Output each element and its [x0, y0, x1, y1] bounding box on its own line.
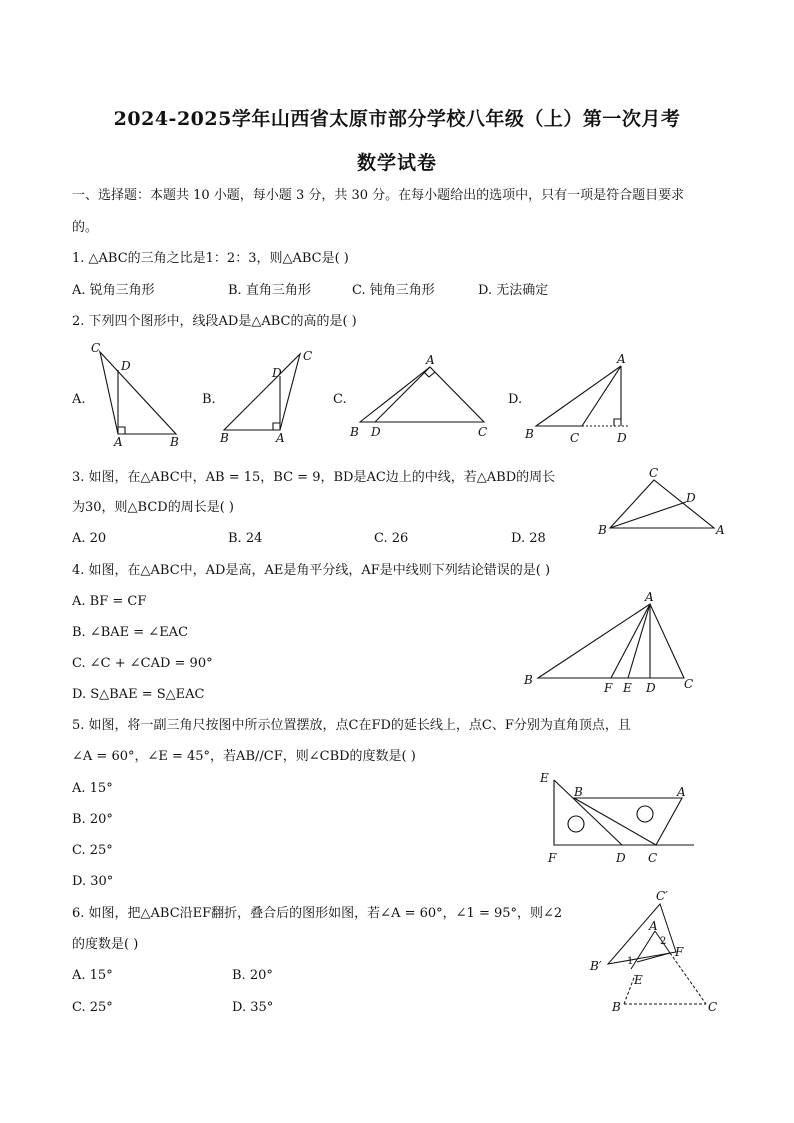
label-c: C	[684, 677, 694, 691]
label-b: B	[598, 523, 607, 537]
q3-option-a: A. 20	[72, 531, 107, 546]
q6-stem-line1: 6. 如图，把△ABC沿EF翻折，叠合后的图形如图，若∠A = 60°，∠1 = 95°，则∠2	[72, 906, 563, 921]
label-d: D	[121, 359, 131, 373]
q2-figure-c	[346, 350, 496, 445]
label-c: C	[478, 425, 488, 439]
q3-option-d: D. 28	[511, 531, 546, 546]
q4-figure	[520, 590, 710, 700]
q6-figure	[584, 884, 724, 1019]
q4-option-b: B. ∠BAE = ∠EAC	[72, 625, 189, 640]
label-c: C	[648, 851, 658, 865]
q4-stem: 4. 如图，在△ABC中，AD是高，AE是角平分线，AF是中线则下列结论错误的是( )	[72, 563, 551, 578]
q2-figure-b	[216, 340, 326, 450]
label-b: B	[525, 427, 534, 441]
label-a: A	[677, 785, 686, 799]
label-e: E	[540, 771, 549, 785]
label-c: C	[91, 341, 101, 355]
label-angle-1: 1	[627, 956, 634, 967]
label-a: A	[426, 353, 435, 367]
q5-stem-line1: 5. 如图，将一副三角尺按图中所示位置摆放，点C在FD的延长线上，点C、F分别为直角顶点，且	[72, 718, 631, 733]
exam-subtitle: 数学试卷	[356, 152, 437, 174]
label-b: B	[574, 785, 583, 799]
label-angle-2: 2	[660, 936, 667, 947]
q3-stem-line1: 3. 如图，在△ABC中，AB = 15，BC = 9，BD是AC边上的中线，若△ABD的周长	[72, 470, 556, 485]
exam-title: 2024-2025学年山西省太原市部分学校八年级（上）第一次月考	[113, 108, 681, 130]
q4-option-d: D. S△BAE = S△EAC	[72, 687, 205, 702]
q6-option-b: B. 20°	[232, 968, 273, 983]
section-instructions-line1: 一、选择题：本题共 10 小题，每小题 3 分，共 30 分。在每小题给出的选项中，只有一项是符合题目要求	[72, 188, 685, 203]
label-c: C	[649, 466, 659, 480]
q1-option-c: C. 钝角三角形	[352, 283, 435, 298]
label-a: A	[114, 435, 123, 449]
q5-option-a: A. 15°	[72, 781, 113, 796]
q6-stem-line2: 的度数是( )	[72, 937, 139, 952]
q6-option-c: C. 25°	[72, 1000, 113, 1015]
q4-option-a: A. BF = CF	[72, 594, 147, 609]
q3-figure	[594, 462, 734, 542]
q3-option-b: B. 24	[228, 531, 263, 546]
q5-figure	[536, 768, 701, 868]
label-f: F	[548, 851, 557, 865]
q2-stem: 2. 下列四个图形中，线段AD是△ABC的高的是( )	[72, 314, 357, 329]
label-a: A	[276, 431, 285, 445]
label-a: A	[649, 919, 658, 933]
label-c-prime: C′	[656, 889, 668, 903]
q6-option-d: D. 35°	[232, 1000, 274, 1015]
q2-figure-d	[520, 350, 650, 445]
q5-option-d: D. 30°	[72, 874, 114, 889]
q1-option-a: A. 锐角三角形	[72, 283, 155, 298]
q3-option-c: C. 26	[374, 531, 409, 546]
q2-fig-d-letter: D.	[508, 392, 523, 407]
label-b: B	[350, 425, 359, 439]
label-d: D	[272, 366, 282, 380]
q2-figure-a	[88, 340, 188, 450]
q5-option-b: B. 20°	[72, 812, 113, 827]
label-b-prime: B′	[590, 959, 602, 973]
label-b: B	[170, 435, 179, 449]
q3-stem-line2: 为30，则△BCD的周长是( )	[72, 500, 234, 515]
label-b: B	[220, 431, 229, 445]
q2-fig-b-letter: B.	[202, 392, 216, 407]
label-d: D	[616, 851, 626, 865]
q6-option-a: A. 15°	[72, 968, 113, 983]
q1-option-d: D. 无法确定	[478, 283, 549, 298]
q5-option-c: C. 25°	[72, 843, 113, 858]
label-c: C	[708, 1000, 718, 1014]
q5-stem-line2: ∠A = 60°，∠E = 45°，若AB//CF，则∠CBD的度数是( )	[72, 749, 416, 764]
label-d: D	[686, 491, 696, 505]
q1-option-b: B. 直角三角形	[228, 283, 311, 298]
label-d: D	[646, 681, 656, 695]
section-instructions-line2: 的。	[72, 220, 99, 235]
label-c: C	[570, 431, 580, 445]
label-e: E	[623, 681, 632, 695]
label-a: A	[645, 590, 654, 604]
label-f: F	[604, 681, 613, 695]
label-b: B	[612, 1000, 621, 1014]
label-c: C	[303, 349, 313, 363]
label-b: B	[524, 673, 533, 687]
label-e: E	[634, 973, 643, 987]
q1-stem: 1. △ABC的三角之比是1：2：3，则△ABC是( )	[72, 251, 349, 266]
q2-fig-a-letter: A.	[72, 392, 86, 407]
q2-fig-c-letter: C.	[333, 392, 347, 407]
label-a: A	[617, 352, 626, 366]
q4-option-c: C. ∠C + ∠CAD = 90°	[72, 656, 213, 671]
label-d: D	[371, 425, 381, 439]
label-d: D	[617, 431, 627, 445]
label-f: F	[675, 945, 684, 959]
label-a: A	[716, 523, 725, 537]
